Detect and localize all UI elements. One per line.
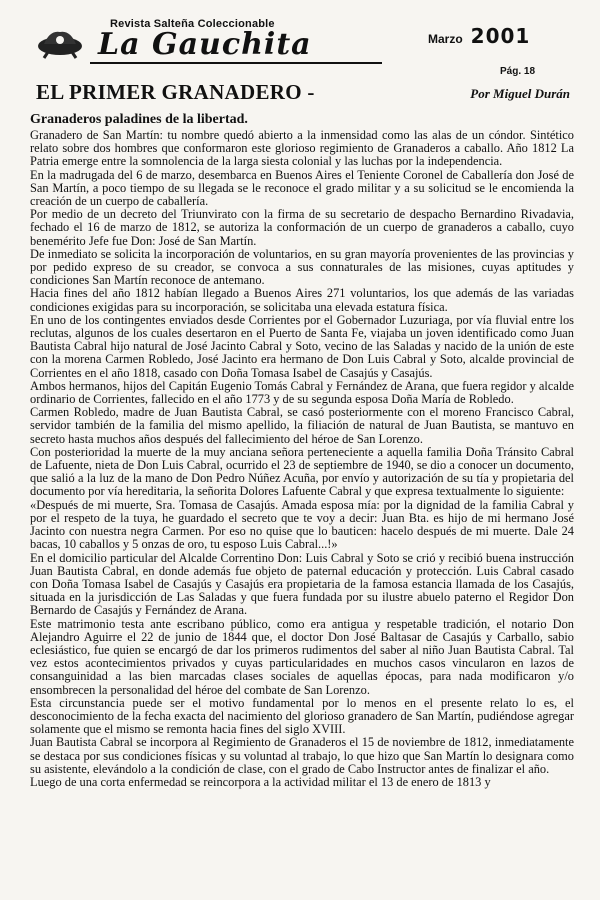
paragraph: Luego de una corta enfermedad se reincorpora a la actividad militar el 13 de enero de 1813 y xyxy=(30,774,491,789)
issue-month: Marzo xyxy=(428,32,463,46)
paragraph: Esta circunstancia puede ser el motivo fundamental por lo menos en el presente relato lo es, el desconocimiento de la fecha exacta del nacimiento del glorioso granadero de San Martín, pudiéndose agregar solamente que el mismo se remonta hacia fines del siglo XVIII. xyxy=(30,695,574,737)
paragraph: De inmediato se solicita la incorporación de voluntarios, en su gran mayoría provenientes de las provincias y por pedido expreso de su creador, se convoca a sus connaturales de las misiones, cuyas aptitudes y condiciones San Martín reconoce de antemano. xyxy=(30,246,574,288)
article-title: EL PRIMER GRANADERO - xyxy=(36,80,315,104)
paragraph: Este matrimonio testa ante escribano público, como era antigua y respetable tradición, el notario Don Alejandro Aguirre el 22 de junio de 1844 que, el doctor Don José Baltasar de Casajús y Carballo, sabio eclesiástico, fue quien se encargó de dar los primeros rudimentos del saber al niño Juan Bautista Cabral. Tal vez estos acontecimientos privados y cuyas particularidades en muchos casos vincularon en lazos de consanguinidad a las bien marcadas clases sociales de aquellas épocas, para nada modificaron y/o ensombrecen la personalidad del héroe del combate de San Lorenzo. xyxy=(30,616,574,697)
paragraph: Por medio de un decreto del Triunvirato con la firma de su secretario de despacho Bernardino Rivadavia, fechado el 16 de marzo de 1812, se autoriza la conformación de un cuerpo de granaderos a caballo, cuyo benemérito Jefe fue Don: José de San Martín. xyxy=(30,207,574,248)
title-row xyxy=(30,80,574,108)
paragraph: Ambos hermanos, hijos del Capitán Eugenio Tomás Cabral y Fernández de Arana, que fuera regidor y alcalde ordinario de Corrientes, fallecido en el año 1773 y de su segunda esposa Doña María de Robledo. xyxy=(30,378,574,407)
article-byline: Por Miguel Durán xyxy=(470,86,570,101)
paragraph: Carmen Robledo, madre de Juan Bautista Cabral, se casó posteriormente con el moreno Francisco Cabral, servidor también de la familia del mismo apellido, la filiación de natural de Juan Bautista, se mantuvo en secreto hasta muchos años después del fallecimiento del héroe de San Lorenzo. xyxy=(30,405,574,446)
paragraph: Con posterioridad la muerte de la muy anciana señora perteneciente a aquella familia Doña Tránsito Cabral de Lafuente, nieta de Don Luis Cabral, ocurrido el 23 de septiembre de 1940, se dio a conocer un documento, que salió a la luz de la mano de Don Pedro Núñez Acuña, por envío y autorización de su tía y propietaria del documento por vía hereditaria, la señorita Dolores Lafuente Cabral y que expresa textualmente lo siguiente: xyxy=(30,444,574,499)
paragraph: En el domicilio particular del Alcalde Correntino Don: Luis Cabral y Soto se crió y recibió buena instrucción Juan Bautista Cabral, en donde además fue objeto de paternal educación y protección. Luis Cabral casado con Doña Tomasa Isabel de Casajús y Casajús era propietaria de la famosa estancia llamada de los Casajús, situada en la jurisdicción de Las Saladas y que fuera fundada por su ilustre abuelo paterno el Regidor Don Bernardo de Casajús y Fernández de Arana. xyxy=(30,550,574,618)
magazine-kicker: Revista Salteña Coleccionable xyxy=(110,18,275,30)
article-body xyxy=(30,129,574,789)
article-subheading: Granaderos paladines de la libertad. xyxy=(30,112,248,127)
page-number: Pág. 18 xyxy=(500,66,536,77)
paragraph: En uno de los contingentes enviados desde Corrientes por el Gobernador Luzuriaga, por vía fluvial entre los reclutas, algunos de los cuales desertaron en el Puerto de Santa Fe, viajaba un joven identificado como Juan Bautista Cabral hijo natural de José Jacinto Cabral y Soto, vecino de las Saladas y nacido de la unión de este con la morena Carmen Robledo, José Jacinto era hermano de Don Luis Cabral y Soto, alcalde provincial de Corrientes en el año 1818, casado con Doña Tomasa Isabel de Casajús y Casajús. xyxy=(30,312,574,380)
magazine-name: La Gauchita xyxy=(98,27,312,62)
masthead-rule xyxy=(90,62,382,64)
paragraph: Hacia fines del año 1812 habían llegado a Buenos Aires 271 voluntarios, los que además de las variadas condiciones exigidas para su incorporación, se solicitaba una elevada estatura física. xyxy=(30,286,574,314)
paragraph: En la madrugada del 6 de marzo, desembarca en Buenos Aires el Teniente Coronel de Caballería don José de San Martín, a poco tiempo de su llegada se le reconoce el grado militar y a su solicitud se le encomienda la creación de un cuerpo de caballería. xyxy=(30,167,574,209)
issue-date xyxy=(428,24,530,48)
issue-year: 2001 xyxy=(470,24,531,48)
masthead xyxy=(30,14,574,90)
paragraph: Juan Bautista Cabral se incorpora al Regimiento de Granaderos el 15 de noviembre de 1812, inmediatamente se destaca por sus condiciones físicas y su voluntad al trabajo, lo que hizo que San Martín lo designara como su asistente, elevándolo a la condición de clase, con el grado de Cabo Instructor antes de finalizar el año. xyxy=(30,735,574,776)
quoted-letter: «Después de mi muerte, Sra. Tomasa de Casajús. Amada esposa mía: por la dignidad de la familia Cabral y por el respeto de la tuya, he guardado el secreto que te voy a decir: Juan Bta. es hijo de mi hermano José Jacinto con nuestra negra Carmen. Por eso no quise que lo bauticen: hacelo después de mi muerte. Dale 24 bacas, 10 caballos y 5 onzas de oro, tu esposo Luis Cabral...!» xyxy=(30,497,574,552)
paragraph: Granadero de San Martín: tu nombre quedó abierto a la inmensidad como las alas de un cóndor. Sintético relato sobre dos hombres que conformaron este glorioso regimiento de Granaderos a caballo. Año 1812 La Patria emerge entre la somnolencia de la larga siesta colonial y las luchas por la independencia. xyxy=(30,128,574,169)
gaucho-logo-icon xyxy=(34,22,86,62)
